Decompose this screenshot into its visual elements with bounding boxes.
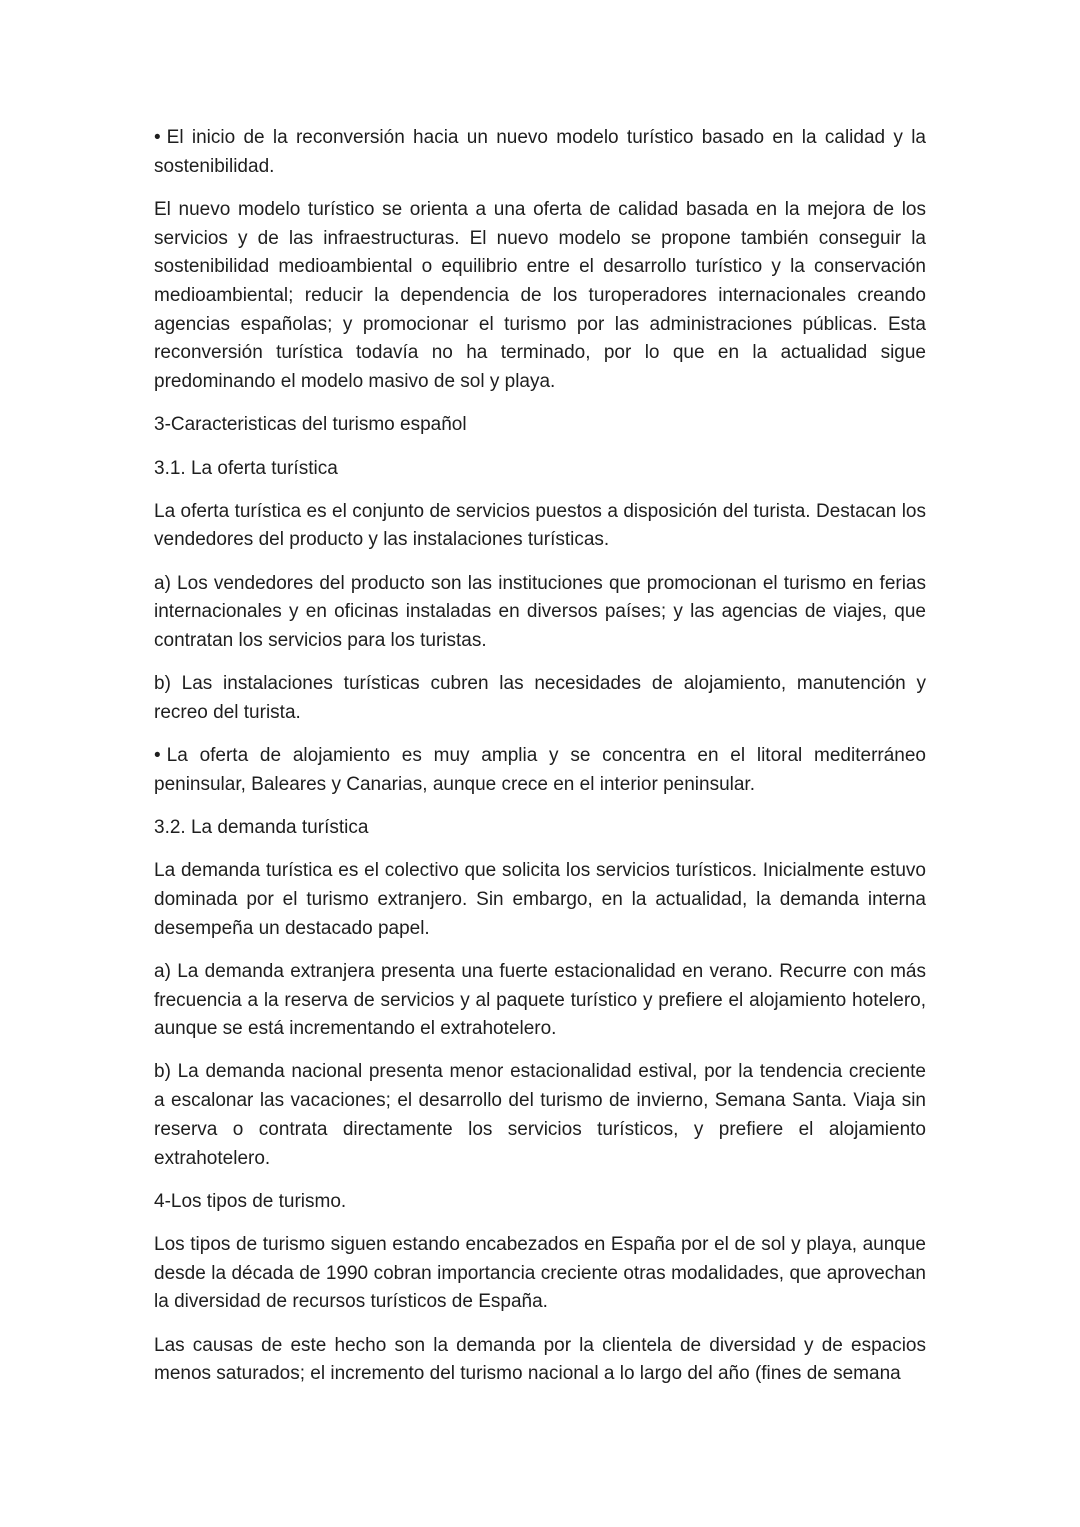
bullet-paragraph xyxy=(154,124,926,181)
paragraph-text: El inicio de la reconversión hacia un nuevo modelo turístico basado en la calidad y la sostenibilidad. xyxy=(154,127,926,177)
paragraph: La demanda turística es el colectivo que solicita los servicios turísticos. Inicialmente estuvo dominada por el turismo extranjero. Sin embargo, en la actualidad, la demanda interna desempeña un destacado papel. xyxy=(154,860,926,939)
paragraph: b) Las instalaciones turísticas cubren las necesidades de alojamiento, manutención y recreo del turista. xyxy=(154,673,926,723)
section-heading: 3-Caracteristicas del turismo español xyxy=(154,414,467,436)
paragraph: b) La demanda nacional presenta menor estacionalidad estival, por la tendencia creciente a escalonar las vacaciones; el desarrollo del turismo de invierno, Semana Santa. Viaja sin reserva o contrata directamente los servicios turísticos, y prefiere el alojamiento extrahotelero. xyxy=(154,1061,926,1169)
paragraph: El nuevo modelo turístico se orienta a una oferta de calidad basada en la mejora de los servicios y de las infraestructuras. El nuevo modelo se propone también conseguir la sostenibilidad medioambiental o equilibrio entre el desarrollo turístico y la conservación medioambiental; reducir la dependencia de los turoperadores internacionales creando agencias españolas; y promocionar el turismo por las administraciones públicas. Esta reconversión turística todavía no ha terminado, por lo que en la actualidad sigue predominando el modelo masivo de sol y playa. xyxy=(154,198,926,393)
paragraph: a) La demanda extranjera presenta una fuerte estacionalidad en verano. Recurre con más frecuencia a la reserva de servicios y al paquete turístico y prefiere el alojamiento hotelero, aunque se está incrementando el extrahotelero. xyxy=(154,960,926,1040)
paragraph: a) Los vendedores del producto son las instituciones que promocionan el turismo en ferias internacionales y en oficinas instaladas en diversos países; y las agencias de viajes, que contratan los servicios para los turistas. xyxy=(154,572,926,652)
document-page xyxy=(154,124,926,1404)
paragraph: Los tipos de turismo siguen estando encabezados en España por el de sol y playa, aunque desde la década de 1990 cobran importancia creciente otras modalidades, que aprovechan la diversidad de recursos turísticos de España. xyxy=(154,1234,926,1313)
bullet-paragraph xyxy=(154,742,926,799)
paragraph: La oferta turística es el conjunto de servicios puestos a disposición del turista. Destacan los vendedores del producto y las instalaciones turísticas. xyxy=(154,500,926,551)
paragraph: Las causas de este hecho son la demanda por la clientela de diversidad y de espacios menos saturados; el incremento del turismo nacional a lo largo del año (fines de semana xyxy=(154,1334,926,1385)
paragraph-text: La oferta de alojamiento es muy amplia y se concentra en el litoral mediterráneo peninsular, Baleares y Canarias, aunque crece en el interior peninsular. xyxy=(154,745,926,795)
bullet-icon: • xyxy=(154,127,161,148)
section-heading: 4-Los tipos de turismo. xyxy=(154,1190,347,1212)
subsection-heading: 3.1. La oferta turística xyxy=(154,457,338,479)
bullet-icon: • xyxy=(154,745,161,767)
subsection-heading: 3.2. La demanda turística xyxy=(154,817,369,839)
